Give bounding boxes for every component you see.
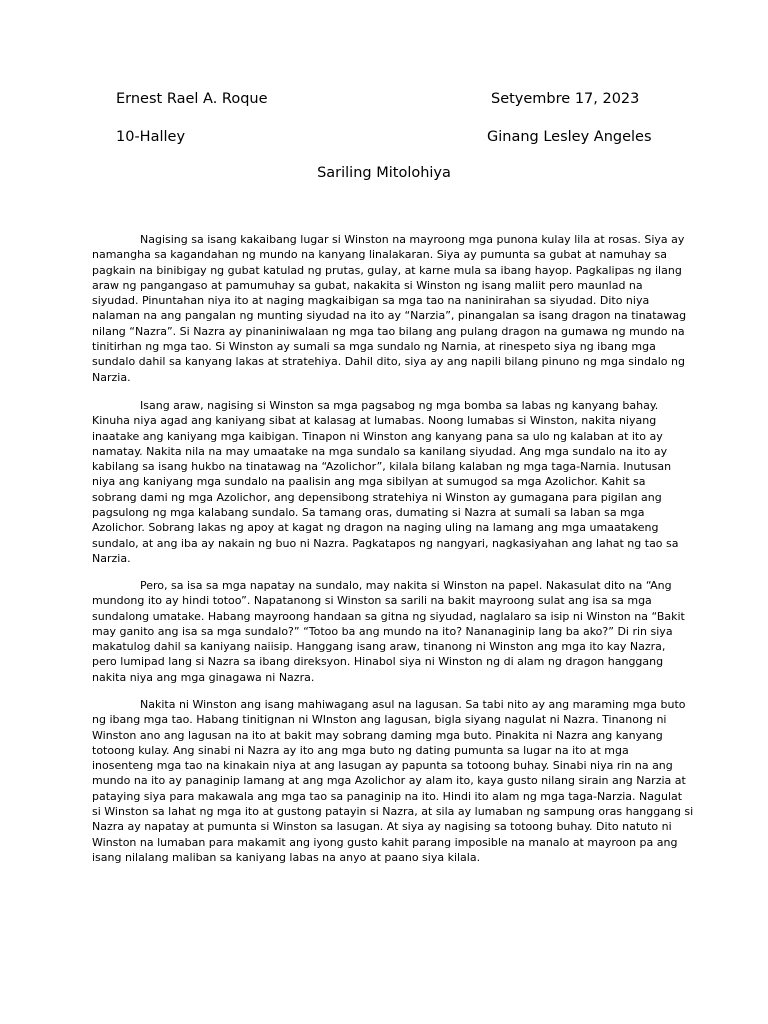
paragraph-line: sundalo dahil sa kanyang lakas at stratehiya. Dahil dito, siya ay ang napili bilang pinuno ng mga sindalo ng [92,355,685,369]
paragraph-line: Winston ano ang lagusan na ito at bakit may sobrang daming mga buto. Pinakita ni Nazra ang kanyang [92,728,663,742]
document-title: Sariling Mitolohiya [317,165,451,181]
paragraph-line: Narzia. [92,370,131,384]
teacher-name: Ginang Lesley Angeles [487,129,652,145]
paragraph-1 [92,232,687,385]
paragraph-line: sobrang dami ng mga Azolichor, ang depensibong stratehiya ni Winston ay gumagana para pigilan ang [92,490,662,504]
paragraph-line: inosenteng mga tao na kinakain niya at ang lasugan ay papunta sa totoong buhay. Sinabi niya rin na ang [92,759,673,773]
paragraph-line: Pero, sa isa sa mga napatay na sundalo, may nakita si Winston na papel. Nakasulat dito na “Ang [140,579,672,592]
paragraph-line: araw ng pangangaso at pamumuhay sa gubat, nakakita si Winston ng isang maliit pero maunlad na [92,278,643,292]
paragraph-line: may ganito ang isa sa mga sundalo?” “Totoo ba ang mundo na ito? Nananaginip lang ba ako?” Di rin siya [92,624,673,638]
paragraph-line: sundalo, at ang iba ay nakain ng buo ni Nazra. Pagkatapos ng nangyari, nagkasiyahan ang lahat ng tao sa [92,536,679,550]
paragraph-4 [92,697,694,865]
paragraph-line: Kinuha niya agad ang kaniyang sibat at kalasag at lumabas. Noong lumabas si Winston, nakita niyang [92,414,657,428]
paragraph-line: nilang “Nazra”. Si Nazra ay pinaniniwalaan ng mga tao bilang ang pulang dragon na gumawa ng mundo na [92,324,685,338]
paragraph-line: totoong kulay. Ang sinabi ni Nazra ay ito ang mga buto ng dating pumunta sa lugar na ito at mga [92,743,629,757]
paragraph-line: pero lumipad lang si Nazra sa ibang direksyon. Hinabol siya ni Winston ng di alam ng dragon hanggang [92,655,664,669]
paragraph-line: sundalong umatake. Habang mayroong handaan sa gitna ng siyudad, naglalaro sa isip ni Winston na “Bakit [92,609,685,623]
paragraph-line: namatay. Nakita nila na may umaatake na mga sundalo sa kanilang siyudad. Ang mga sundalo na ito ay [92,444,668,458]
paragraph-line: Winston na lumaban para makamit ang iyong gusto kahit parang imposible na manalo at mayroon pa ang [92,835,678,849]
section-label: 10-Halley [116,129,186,145]
paragraph-line: niya ang kaniyang mga sundalo na paalisin ang mga sibilyan at sumugod sa mga Azolichor. Kahit sa [92,475,646,489]
paragraph-line: Isang araw, nagising si Winston sa mga pagsabog ng mga bomba sa labas ng kanyang bahay. [140,399,659,412]
paragraph-line: makatulog dahil sa kaniyang naiisip. Hanggang isang araw, tinanong ni Winston ang mga ito kay Nazra, [92,640,666,654]
paragraph-line: tinitirhan ng mga tao. Si Winston ay sumali sa mga sundalo ng Narnia, at rinespeto siya ng ibang mga [92,340,656,354]
paragraph-line: pataying siya para makawala ang mga tao sa panaginip na ito. Hindi ito alam ng mga taga-Narzia. Nagulat [92,789,683,803]
date-line: Setyembre 17, 2023 [491,91,640,107]
paragraph-line: inaatake ang kaniyang mga kaibigan. Tinapon ni Winston ang kanyang pana sa ulo ng kalaban at ito ay [92,429,663,443]
paragraph-line: kabilang sa isang hukbo na tinatawag na “Azolichor”, kilala bilang kalaban ng mga taga-Narnia. Inutusan [92,460,672,474]
paragraph-2 [92,398,679,566]
paragraph-line: siyudad. Pinuntahan niya ito at naging magkaibigan sa mga tao na naninirahan sa siyudad. Dito niya [92,294,650,308]
author-name: Ernest Rael A. Roque [116,91,268,107]
paragraph-line: mundo na ito ay panaginip lamang at ang mga Azolichor ay alam ito, kaya gusto nilang sirain ang Narzia at [92,774,686,788]
paragraph-line: Nakita ni Winston ang isang mahiwagang asul na lagusan. Sa tabi nito ay ang maraming mga buto [140,698,686,711]
paragraph-line: Narzia. [92,551,131,565]
paragraph-line: mundong ito ay hindi totoo”. Napatanong si Winston sa sarili na bakit mayroong sulat ang isa sa mga [92,594,652,608]
paragraph-line: nakita niya ang mga ginagawa ni Nazra. [92,670,315,684]
paragraph-line: pagkain na binibigay ng gubat katulad ng prutas, gulay, at karne mula sa ibang hayop. Pagkalipas ng ilang [92,263,682,277]
paragraph-3 [92,578,685,685]
paragraph-line: namangha sa kagandahan ng mundo na kanyang linalakaran. Siya ay pumunta sa gubat at namuhay sa [92,248,667,262]
paragraph-line: nalaman na ang pangalan ng munting siyudad na ito ay “Narzia”, pinangalan sa isang dragon na tinatawag [92,309,687,323]
paragraph-line: Azolichor. Sobrang lakas ng apoy at kagat ng dragon na naging uling na lamang ang mga umaatakeng [92,521,659,535]
paragraph-line: pagsulong ng mga kalabang sundalo. Sa tamang oras, dumating si Nazra at sumali sa laban sa mga [92,506,645,520]
paragraph-line: isang nilalang maliban sa kaniyang labas na anyo at paano siya kilala. [92,850,481,864]
paragraph-line: Nazra ay napatay at pumunta si Winston sa lasugan. At siya ay nagising sa totoong buhay. Dito natuto ni [92,820,672,834]
paragraph-line: Nagising sa isang kakaibang lugar si Winston na mayroong mga punona kulay lila at rosas. Siya ay [140,233,685,246]
paragraph-line: ng ibang mga tao. Habang tinitignan ni WInston ang lagusan, bigla siyang nagulat ni Nazra. Tinanong ni [92,713,667,727]
paragraph-line: si Winston sa lahat ng mga ito at gustong patayin si Nazra, at sila ay lumaban ng sampung oras hanggang si [92,805,694,819]
